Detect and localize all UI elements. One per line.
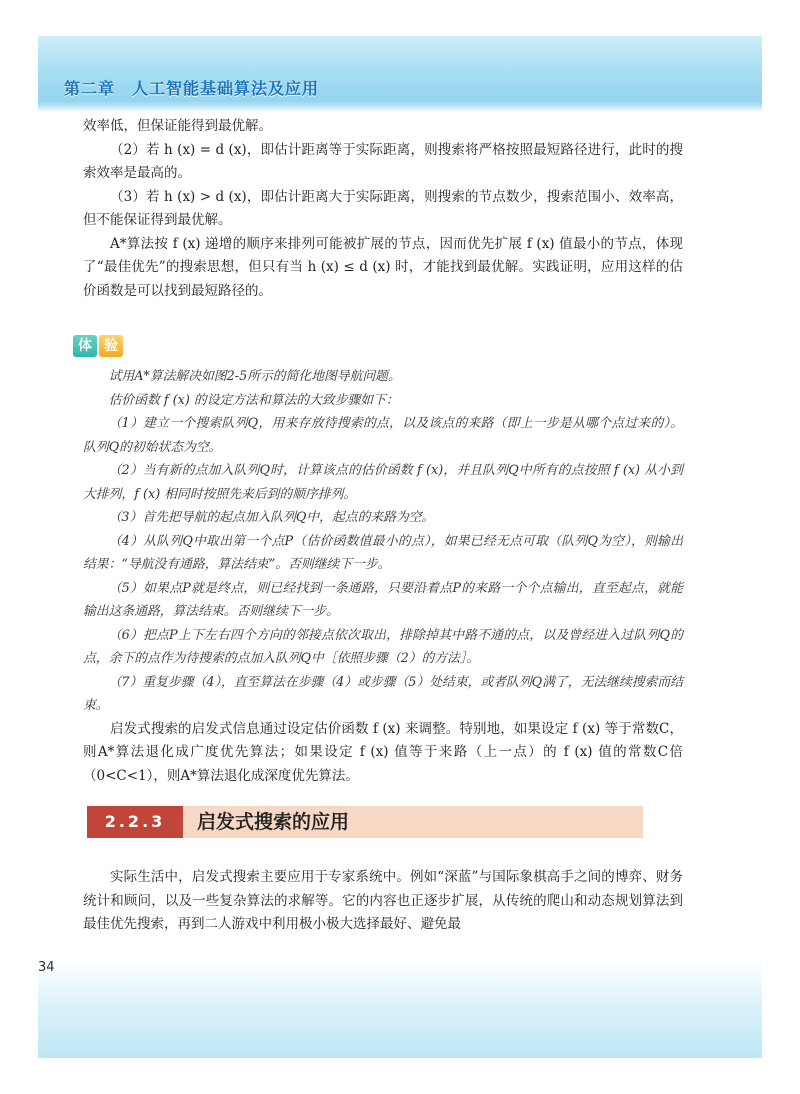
experience-badge [73,335,683,357]
section-number: 2.2.3 [87,806,183,838]
chapter-title: 第二章 人工智能基础算法及应用 [64,79,320,98]
section-paragraph: 实际生活中，启发式搜索主要应用于专家系统中。例如“深蓝”与国际象棋高手之间的博弈、财务统计和顾问，以及一些复杂算法的求解等。它的内容也正逐步扩展，从传统的爬山和动态规划算法到最佳优先搜索，再到二人游戏中利用极小极大选择最好、避免最 [83,869,683,932]
experience-step-2: （2）当有新的点加入队列Q时，计算该点的估价函数 f (x)，并且队列Q中所有的点按照 f (x) 从小到大排列，f (x) 相同时按照先来后到的顺序排列。 [83,463,683,502]
experience-line: 试用A*算法解决如图2-5所示的简化地图导航问题。 [108,369,401,384]
paragraph-3: （3）若 h (x) > d (x)，即估计距离大于实际距离，则搜索的节点数少，搜索范围小、效率高，但不能保证得到最优解。 [83,188,683,228]
experience-step-1: （1）建立一个搜索队列Q，用来存放待搜索的点，以及该点的来路（即上一步是从哪个点过来的）。队列Q的初始状态为空。 [83,416,683,455]
page-number: 34 [38,960,55,975]
experience-line: 估价函数 f (x) 的设定方法和算法的大致步骤如下： [108,392,399,408]
header-band [38,36,762,111]
experience-box [83,365,683,718]
section-text [83,866,683,937]
experience-badge-char-2: 验 [99,335,123,357]
experience-step-4: （4）从队列Q中取出第一个点P（估价函数值最小的点），如果已经无点可取（队列Q为空），则输出结果：“导航没有通路，算法结束”。否则继续下一步。 [83,533,683,572]
section-heading [87,806,643,838]
paragraph-1: 效率低，但保证能得到最优解。 [83,118,272,134]
paragraph-2: （2）若 h (x) = d (x)，即估计距离等于实际距离，则搜索将严格按照最短路径进行，此时的搜索效率是最高的。 [83,141,683,181]
experience-step-5: （5）如果点P就是终点，则已经找到一条通路，只要沿着点P的来路一个个点输出，直至起点，就能输出这条通路，算法结束。否则继续下一步。 [83,580,683,619]
experience-step-6: （6）把点P上下左右四个方向的邻接点依次取出，排除掉其中路不通的点，以及曾经进入过队列Q的点，余下的点作为待搜索的点加入队列Q中［依照步骤（2）的方法］。 [83,627,683,666]
experience-step-3: （3）首先把导航的起点加入队列Q中，起点的来路为空。 [108,510,435,525]
experience-step-7: （7）重复步骤（4），直至算法在步骤（4）或步骤（5）处结束，或者队列Q满了，无法继续搜索而结束。 [83,674,683,713]
footer-band [38,958,762,1058]
main-text [78,115,683,788]
section-title: 启发式搜索的应用 [197,811,350,833]
experience-badge-char-1: 体 [73,335,97,357]
paragraph-after-experience: 启发式搜索的启发式信息通过设定估价函数 f (x) 来调整。特别地，如果设定 f (x) 等于常数C，则A*算法退化成广度优先算法；如果设定 f (x) 值等于来路（上一点）的 f (x) 值的常数C倍（0<C<1），则A*算法退化成深度优先算法。 [83,720,683,784]
paragraph-4: A*算法按 f (x) 递增的顺序来排列可能被扩展的节点，因而优先扩展 f (x) 值最小的节点，体现了“最佳优先”的搜索思想，但只有当 h (x) ≤ d (x) 时，才能找到最优解。实践证明，应用这样的估价函数是可以找到最短路径的。 [83,235,683,299]
